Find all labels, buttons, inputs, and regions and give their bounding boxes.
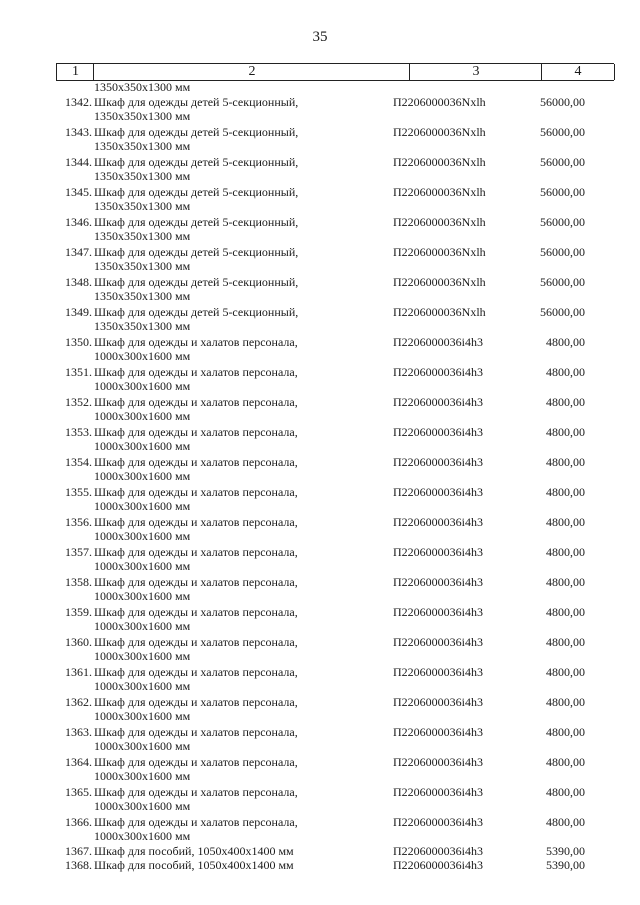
item-name: Шкаф для одежды и халатов персонала,	[94, 725, 298, 739]
item-code: П2206000036Nxlh	[393, 95, 486, 109]
row-number: 1348.	[65, 275, 92, 289]
table-row	[0, 695, 640, 725]
row-number: 1357.	[65, 545, 92, 559]
item-name: Шкаф для одежды детей 5-секционный,	[94, 215, 299, 229]
item-price: 4800,00	[546, 665, 585, 679]
table-row	[0, 545, 640, 575]
row-number: 1362.	[65, 695, 92, 709]
item-code: П2206000036i4h3	[393, 605, 483, 619]
row-number: 1349.	[65, 305, 92, 319]
item-price: 56000,00	[540, 95, 585, 109]
row-number: 1368.	[65, 858, 92, 872]
item-dimensions: 1350х350х1300 мм	[94, 199, 191, 213]
table-row	[0, 515, 640, 545]
item-code: П2206000036Nxlh	[393, 275, 486, 289]
row-number: 1365.	[65, 785, 92, 799]
item-price: 4800,00	[546, 425, 585, 439]
table-row	[0, 245, 640, 275]
item-dimensions: 1000х300х1600 мм	[94, 469, 191, 483]
item-code: П2206000036Nxlh	[393, 245, 486, 259]
item-code: П2206000036Nxlh	[393, 305, 486, 319]
header-col-1: 1	[56, 64, 94, 80]
item-code: П2206000036i4h3	[393, 575, 483, 589]
table-row	[0, 785, 640, 815]
row-number: 1345.	[65, 185, 92, 199]
item-price: 4800,00	[546, 365, 585, 379]
table-row	[0, 125, 640, 155]
item-name: Шкаф для одежды и халатов персонала,	[94, 485, 298, 499]
table-row	[0, 455, 640, 485]
item-price: 4800,00	[546, 755, 585, 769]
continuation-line: 1350х350х1300 мм	[94, 80, 191, 94]
table-row	[0, 575, 640, 605]
row-number: 1351.	[65, 365, 92, 379]
item-dimensions: 1350х350х1300 мм	[94, 139, 191, 153]
item-dimensions: 1000х300х1600 мм	[94, 709, 191, 723]
item-code: П2206000036i4h3	[393, 785, 483, 799]
item-name: Шкаф для одежды и халатов персонала,	[94, 695, 298, 709]
item-name: Шкаф для одежды и халатов персонала,	[94, 605, 298, 619]
table-row	[0, 155, 640, 185]
item-code: П2206000036Nxlh	[393, 215, 486, 229]
item-code: П2206000036i4h3	[393, 425, 483, 439]
item-code: П2206000036i4h3	[393, 515, 483, 529]
table-row	[0, 665, 640, 695]
table-row	[0, 185, 640, 215]
table-row	[0, 635, 640, 665]
table-row	[0, 485, 640, 515]
item-price: 5390,00	[546, 844, 585, 858]
table-row	[0, 395, 640, 425]
table-row	[0, 755, 640, 785]
item-dimensions: 1350х350х1300 мм	[94, 289, 191, 303]
item-price: 4800,00	[546, 545, 585, 559]
item-code: П2206000036i4h3	[393, 858, 483, 872]
item-code: П2206000036i4h3	[393, 455, 483, 469]
row-number: 1353.	[65, 425, 92, 439]
item-dimensions: 1000х300х1600 мм	[94, 439, 191, 453]
table-row	[0, 275, 640, 305]
item-code: П2206000036i4h3	[393, 844, 483, 858]
item-name: Шкаф для одежды и халатов персонала,	[94, 545, 298, 559]
item-price: 4800,00	[546, 635, 585, 649]
item-code: П2206000036Nxlh	[393, 185, 486, 199]
item-name: Шкаф для одежды и халатов персонала,	[94, 785, 298, 799]
table-row	[0, 305, 640, 335]
item-code: П2206000036i4h3	[393, 725, 483, 739]
row-number: 1363.	[65, 725, 92, 739]
row-number: 1350.	[65, 335, 92, 349]
item-dimensions: 1000х300х1600 мм	[94, 499, 191, 513]
item-price: 56000,00	[540, 185, 585, 199]
table-row	[0, 335, 640, 365]
item-name: Шкаф для одежды и халатов персонала,	[94, 395, 298, 409]
item-code: П2206000036i4h3	[393, 635, 483, 649]
row-number: 1356.	[65, 515, 92, 529]
item-code: П2206000036i4h3	[393, 755, 483, 769]
row-number: 1360.	[65, 635, 92, 649]
item-dimensions: 1350х350х1300 мм	[94, 259, 191, 273]
table-row	[0, 725, 640, 755]
row-number: 1355.	[65, 485, 92, 499]
header-col-3: 3	[409, 64, 542, 80]
item-price: 4800,00	[546, 725, 585, 739]
item-name: Шкаф для одежды и халатов персонала,	[94, 815, 298, 829]
item-dimensions: 1000х300х1600 мм	[94, 679, 191, 693]
item-price: 56000,00	[540, 215, 585, 229]
row-number: 1367.	[65, 844, 92, 858]
item-price: 4800,00	[546, 575, 585, 589]
item-name: Шкаф для одежды детей 5-секционный,	[94, 305, 299, 319]
item-name: Шкаф для пособий, 1050х400х1400 мм	[94, 844, 294, 858]
table-row	[0, 815, 640, 845]
item-code: П2206000036i4h3	[393, 365, 483, 379]
item-price: 4800,00	[546, 605, 585, 619]
item-dimensions: 1000х300х1600 мм	[94, 559, 191, 573]
item-price: 56000,00	[540, 155, 585, 169]
item-price: 4800,00	[546, 335, 585, 349]
item-name: Шкаф для одежды детей 5-секционный,	[94, 275, 299, 289]
item-name: Шкаф для одежды детей 5-секционный,	[94, 95, 299, 109]
page-number: 35	[312, 29, 328, 45]
item-code: П2206000036i4h3	[393, 395, 483, 409]
item-dimensions: 1000х300х1600 мм	[94, 799, 191, 813]
item-name: Шкаф для одежды и халатов персонала,	[94, 455, 298, 469]
item-name: Шкаф для одежды и халатов персонала,	[94, 755, 298, 769]
table-row	[0, 605, 640, 635]
row-number: 1346.	[65, 215, 92, 229]
row-number: 1347.	[65, 245, 92, 259]
item-name: Шкаф для одежды и халатов персонала,	[94, 635, 298, 649]
row-number: 1354.	[65, 455, 92, 469]
table-body	[0, 95, 640, 873]
item-price: 4800,00	[546, 815, 585, 829]
item-dimensions: 1000х300х1600 мм	[94, 649, 191, 663]
item-name: Шкаф для одежды детей 5-секционный,	[94, 185, 299, 199]
item-dimensions: 1000х300х1600 мм	[94, 409, 191, 423]
table-row	[0, 365, 640, 395]
item-name: Шкаф для одежды детей 5-секционный,	[94, 155, 299, 169]
item-dimensions: 1000х300х1600 мм	[94, 379, 191, 393]
item-price: 4800,00	[546, 695, 585, 709]
item-price: 56000,00	[540, 125, 585, 139]
item-dimensions: 1350х350х1300 мм	[94, 169, 191, 183]
table-header	[56, 63, 614, 81]
item-name: Шкаф для пособий, 1050х400х1400 мм	[94, 858, 294, 872]
item-dimensions: 1000х300х1600 мм	[94, 739, 191, 753]
row-number: 1344.	[65, 155, 92, 169]
table-row	[0, 425, 640, 455]
header-col-2: 2	[93, 64, 410, 80]
item-name: Шкаф для одежды детей 5-секционный,	[94, 125, 299, 139]
item-name: Шкаф для одежды и халатов персонала,	[94, 515, 298, 529]
table-row	[0, 845, 640, 859]
item-name: Шкаф для одежды и халатов персонала,	[94, 425, 298, 439]
row-number: 1366.	[65, 815, 92, 829]
item-dimensions: 1000х300х1600 мм	[94, 349, 191, 363]
table-row	[0, 215, 640, 245]
item-price: 4800,00	[546, 785, 585, 799]
row-number: 1343.	[65, 125, 92, 139]
item-price: 4800,00	[546, 455, 585, 469]
table-row	[0, 95, 640, 125]
item-price: 5390,00	[546, 858, 585, 872]
item-price: 4800,00	[546, 485, 585, 499]
item-dimensions: 1000х300х1600 мм	[94, 529, 191, 543]
header-col-4: 4	[541, 64, 615, 80]
item-price: 56000,00	[540, 245, 585, 259]
item-price: 4800,00	[546, 515, 585, 529]
item-dimensions: 1000х300х1600 мм	[94, 619, 191, 633]
item-price: 4800,00	[546, 395, 585, 409]
item-price: 56000,00	[540, 305, 585, 319]
table-row	[0, 859, 640, 873]
item-code: П2206000036i4h3	[393, 665, 483, 679]
item-price: 56000,00	[540, 275, 585, 289]
row-number: 1364.	[65, 755, 92, 769]
item-code: П2206000036Nxlh	[393, 125, 486, 139]
item-code: П2206000036i4h3	[393, 815, 483, 829]
item-name: Шкаф для одежды и халатов персонала,	[94, 365, 298, 379]
item-dimensions: 1350х350х1300 мм	[94, 229, 191, 243]
item-dimensions: 1350х350х1300 мм	[94, 319, 191, 333]
item-dimensions: 1000х300х1600 мм	[94, 829, 191, 843]
item-code: П2206000036i4h3	[393, 695, 483, 709]
item-code: П2206000036i4h3	[393, 485, 483, 499]
item-code: П2206000036Nxlh	[393, 155, 486, 169]
row-number: 1358.	[65, 575, 92, 589]
item-name: Шкаф для одежды детей 5-секционный,	[94, 245, 299, 259]
item-name: Шкаф для одежды и халатов персонала,	[94, 665, 298, 679]
row-number: 1352.	[65, 395, 92, 409]
item-name: Шкаф для одежды и халатов персонала,	[94, 575, 298, 589]
item-dimensions: 1000х300х1600 мм	[94, 589, 191, 603]
row-number: 1359.	[65, 605, 92, 619]
item-name: Шкаф для одежды и халатов персонала,	[94, 335, 298, 349]
item-code: П2206000036i4h3	[393, 335, 483, 349]
item-code: П2206000036i4h3	[393, 545, 483, 559]
row-number: 1361.	[65, 665, 92, 679]
row-number: 1342.	[65, 95, 92, 109]
item-dimensions: 1000х300х1600 мм	[94, 769, 191, 783]
item-dimensions: 1350х350х1300 мм	[94, 109, 191, 123]
